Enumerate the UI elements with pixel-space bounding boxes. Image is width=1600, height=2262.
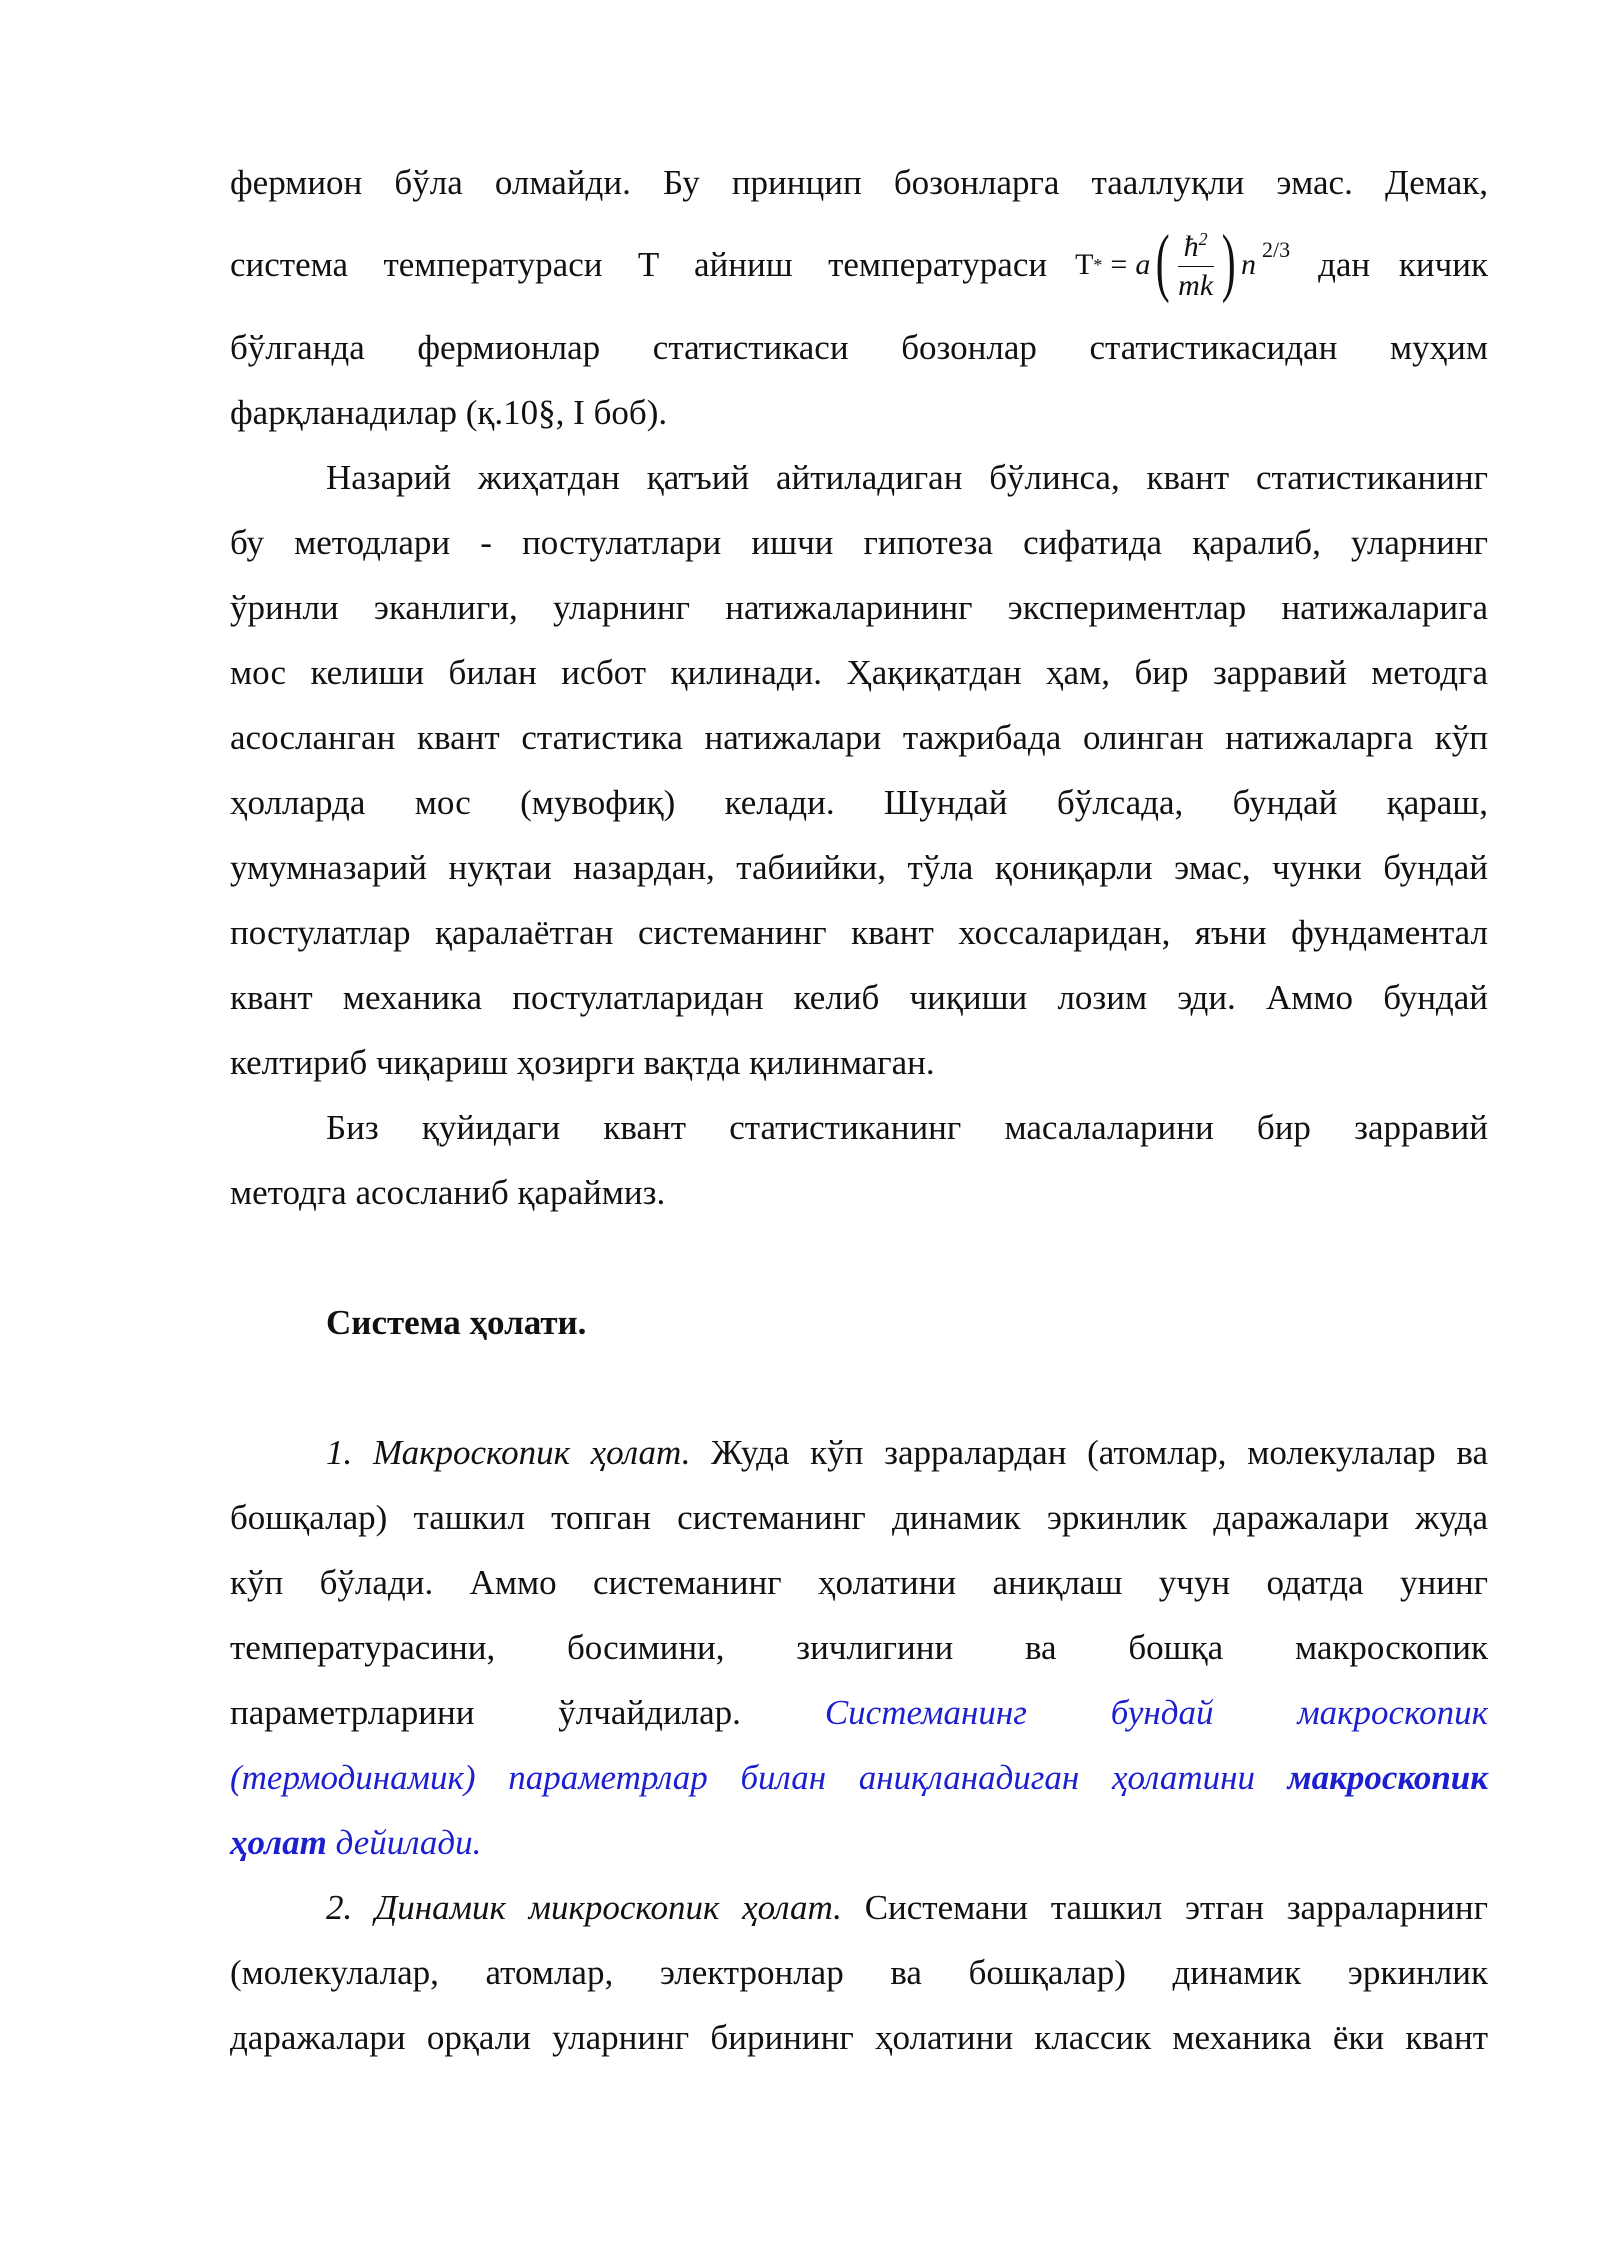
formula-var: n <box>1240 248 1256 281</box>
text-line <box>230 1810 1488 1875</box>
spacer <box>230 1355 1488 1420</box>
text-line: бу методлари - постулатлари ишчи гипотеза сифатида қаралиб, уларнинг <box>230 523 1488 562</box>
text-fragment: система температураси T айниш температураси <box>230 245 1048 284</box>
text-line: кўп бўлади. Аммо системанинг ҳолатини аниқлаш учун одатда унинг <box>230 1563 1488 1602</box>
micro-label: 2. Динамик микроскопик ҳолат. <box>326 1888 842 1927</box>
definition-text: Системанинг бундай макроскопик <box>824 1693 1488 1732</box>
text-line: постулатлар қаралаётган системанинг квант хоссаларидан, яъни фундаментал <box>230 913 1488 952</box>
document-page <box>230 150 1488 2070</box>
text-line: температурасини, босимини, зичлигини ва бошқа макроскопик <box>230 1628 1488 1667</box>
definition-text: дейилади. <box>326 1823 482 1862</box>
text-line: бўлганда фермионлар статистикаси бозонлар статистикасидан муҳим <box>230 328 1488 367</box>
defined-term: макроскопик <box>1287 1758 1488 1797</box>
text-line: ҳолларда мос (мувофиқ) келади. Шундай бўлсада, бундай қараш, <box>230 783 1488 822</box>
text-line <box>230 215 1075 315</box>
hbar: ħ <box>1183 229 1199 263</box>
left-paren: ( <box>1156 220 1170 304</box>
formula-coef: a <box>1135 248 1151 281</box>
text-line: мос келиши билан исбот қилинади. Ҳақиқатдан ҳам, бир зарравий методга <box>230 653 1488 692</box>
text-fragment: Системани ташкил этган зарраларнинг <box>841 1888 1488 1927</box>
formula-denominator: mk <box>1178 268 1214 302</box>
formula-lhs-sup: * <box>1093 255 1103 275</box>
text-line <box>230 1680 1488 1745</box>
text-line: квант механика постулатларидан келиб чиқиши лозим эди. Аммо бундай <box>230 978 1488 1017</box>
text-line: даражалари орқали уларнинг бирининг ҳолатини классик механика ёки квант <box>230 2018 1488 2057</box>
formula-eq: = <box>1110 248 1128 281</box>
numerator-sup: 2 <box>1198 228 1208 249</box>
formula-fraction <box>1178 230 1214 301</box>
text-line: келтириб чиқариш ҳозирги вақтда қилинмаган. <box>230 1043 935 1082</box>
text-line <box>230 1745 1488 1810</box>
text-line: Назарий жиҳатдан қатъий айтиладиган бўлинса, квант статистиканинг <box>326 458 1488 497</box>
macro-label: 1. Макроскопик ҳолат. <box>326 1433 691 1472</box>
text-line: методга асосланиб қараймиз. <box>230 1173 666 1212</box>
text-line: ўринли эканлиги, уларнинг натижаларининг экспериментлар натижаларига <box>230 588 1488 627</box>
formula-lhs: T <box>1075 248 1094 281</box>
text-line: фарқланадилар (қ.10§, I боб). <box>230 393 668 432</box>
right-paren: ) <box>1221 220 1236 304</box>
text-fragment: дан кичик <box>1318 245 1488 284</box>
text-line: Биз қуйидаги квант статистиканинг масалаларини бир зарравий <box>326 1108 1488 1147</box>
formula-numerator <box>1178 230 1214 267</box>
spacer <box>230 1225 1488 1290</box>
text-line: умумназарий нуқтаи назардан, табиийки, тўла қониқарли эмас, чунки бундай <box>230 848 1488 887</box>
text-line: бошқалар) ташкил топган системанинг динамик эркинлик даражалари жуда <box>230 1498 1488 1537</box>
text-fragment: Жуда кўп зарралардан (атомлар, молекулалар ва <box>690 1433 1488 1472</box>
text-line: (молекулалар, атомлар, электронлар ва бошқалар) динамик эркинлик <box>230 1953 1488 1992</box>
defined-term: ҳолат <box>230 1823 327 1862</box>
text-line: фермион бўла олмайди. Бу принцип бозонларга тааллуқли эмас. Демак, <box>230 163 1488 202</box>
section-heading: Система ҳолати. <box>326 1303 587 1342</box>
text-fragment: параметрларини ўлчайдилар. <box>230 1693 741 1732</box>
formula-exp: 2/3 <box>1261 237 1291 262</box>
text-line <box>230 1420 1488 1485</box>
formula-line <box>230 215 1488 315</box>
definition-text: (термодинамик) параметрлар билан аниқланадиган ҳолатини <box>230 1758 1255 1797</box>
text-line <box>230 1875 1488 1940</box>
degeneracy-temperature-formula <box>1075 215 1290 315</box>
text-line: асосланган квант статистика натижалари тажрибада олинган натижаларга кўп <box>230 718 1488 757</box>
